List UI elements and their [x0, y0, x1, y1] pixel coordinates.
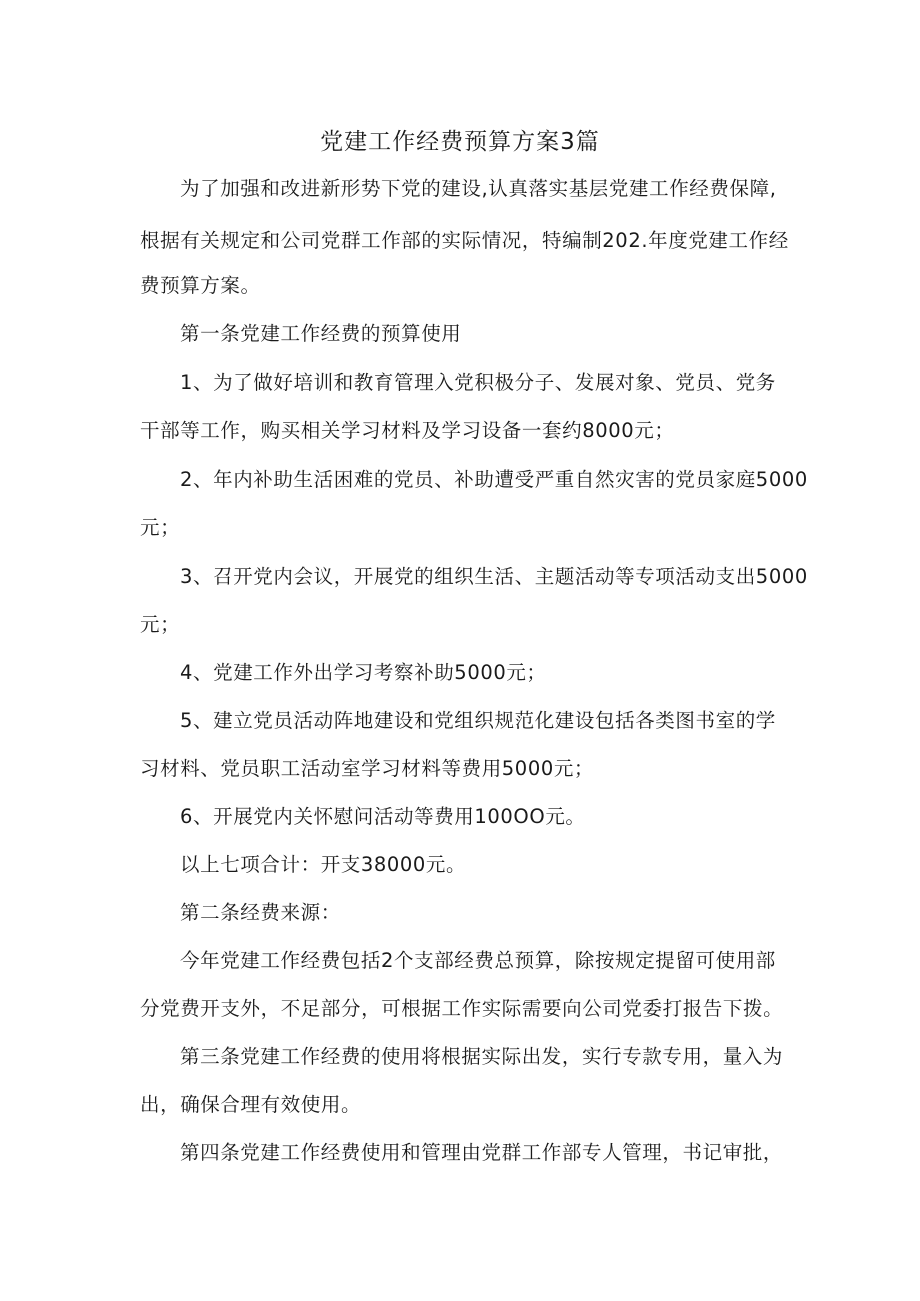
text-line: 以上七项合计：开支38000元。 — [180, 853, 467, 876]
text-line: 第三条党建工作经费的使用将根据实际出发，实行专款专用，量入为 — [180, 1045, 784, 1068]
text-line: 6、开展党内关怀慰问活动等费用100OO元。 — [180, 805, 586, 828]
document-title: 党建工作经费预算方案3篇 — [320, 129, 600, 155]
text-line: 5、建立党员活动阵地建设和党组织规范化建设包括各类图书室的学 — [180, 709, 776, 732]
text-line: 干部等工作，购买相关学习材料及学习设备一套约8000元； — [140, 419, 675, 442]
text-line: 1、为了做好培训和教育管理入党积极分子、发展对象、党员、党务 — [180, 371, 776, 394]
section-heading: 第一条党建工作经费的预算使用 — [180, 322, 462, 345]
text-line: 今年党建工作经费包括2个支部经费总预算，除按规定提留可使用部 — [180, 949, 776, 972]
text-line: 出，确保合理有效使用。 — [140, 1093, 362, 1116]
text-line: 4、党建工作外出学习考察补助5000元； — [180, 661, 547, 684]
text-line: 为了加强和改进新形势下党的建设,认真落实基层党建工作经费保障, — [180, 177, 777, 200]
section-heading: 第二条经费来源： — [180, 901, 341, 924]
text-line: 分党费开支外，不足部分，可根据工作实际需要向公司党委打报告下拨。 — [140, 997, 784, 1020]
text-line: 2、年内补助生活困难的党员、补助遭受严重自然灾害的党员家庭5000 — [180, 468, 808, 491]
text-line: 元； — [140, 516, 181, 539]
text-line: 元； — [140, 613, 181, 636]
text-line: 第四条党建工作经费使用和管理由党群工作部专人管理，书记审批， — [180, 1141, 784, 1164]
text-line: 3、召开党内会议，开展党的组织生活、主题活动等专项活动支出5000 — [180, 565, 808, 588]
text-line: 根据有关规定和公司党群工作部的实际情况，特编制202.年度党建工作经 — [140, 229, 789, 252]
text-line: 习材料、党员职工活动室学习材料等费用5000元； — [140, 757, 595, 780]
text-line: 费预算方案。 — [140, 274, 261, 297]
